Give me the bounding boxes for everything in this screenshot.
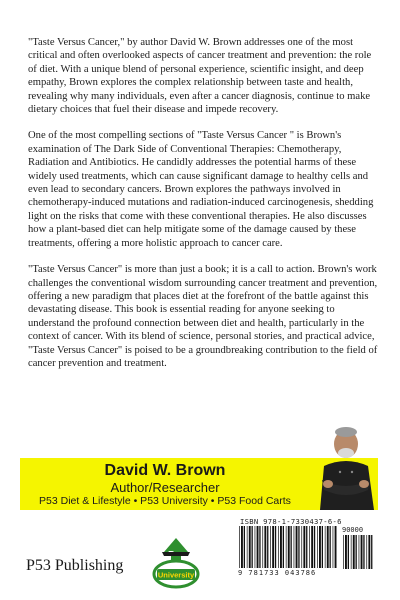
isbn-barcode-block <box>238 517 380 577</box>
p53-university-logo <box>148 532 204 590</box>
paragraph-3: "Taste Versus Cancer" is more than just a book; it is a call to action. Brown's work challenges the conventional wisdom surrounding cancer treatment and prevention, offering a new paradigm that places diet at the forefront of the battle against this devastating disease. This book is essential reading for anyone seeking to understand the profound connection between diet and health, particularly in the context of cancer. With its blend of science, personal stories, and practical advice, "Taste Versus Cancer" is poised to be a groundbreaking contribution to the field of cancer prevention and treatment. <box>28 264 378 369</box>
paragraph-1: "Taste Versus Cancer," by author David W. Brown addresses one of the most critical and often overlooked aspects of cancer treatment and prevention: the role of diet. With a unique blend of personal experience, scientific insight, and deep empathy, Brown explores the complex relationship between taste and health, revealing why many individuals, even after a cancer diagnosis, continue to make dietary choices that fuel their disease and impede recovery. <box>28 37 372 116</box>
author-role: Author/Researcher <box>110 479 220 495</box>
author-photo <box>306 420 378 510</box>
publisher-name: P53 Publishing <box>26 557 124 574</box>
isbn-label: ISBN 978-1-7330437-6-6 <box>240 517 342 526</box>
description-text <box>28 36 378 383</box>
barcode-digits: 9 781733 043786 <box>238 569 317 577</box>
price-barcode <box>342 535 376 569</box>
author-info <box>20 458 310 510</box>
barcode <box>238 526 338 570</box>
logo-banner-text: University <box>157 570 195 580</box>
price-code: 90000 <box>342 526 364 534</box>
paragraph-2: One of the most compelling sections of "Taste Versus Cancer " is Brown's examination of The Dark Side of Conventional Therapies: Chemotherapy, Radiation and Antibiotics. He candidly addresses the potential harms of these widely used treatments, which can cause significant damage to healthy cells and even lead to secondary cancers. Brown explores the pathways involved in chemotherapy-induced mutations and radiation-induced carcinogenesis, shedding light on the risks that come with these conventional therapies. He also discusses how a plant-based diet can help mitigate some of the damage caused by these treatments, offering a more holistic approach to cancer care. <box>28 130 374 249</box>
author-banner <box>20 458 378 510</box>
author-name: David W. Brown <box>104 461 226 479</box>
author-ventures: P53 Diet & Lifestyle • P53 University • P53 Food Carts <box>39 494 291 507</box>
